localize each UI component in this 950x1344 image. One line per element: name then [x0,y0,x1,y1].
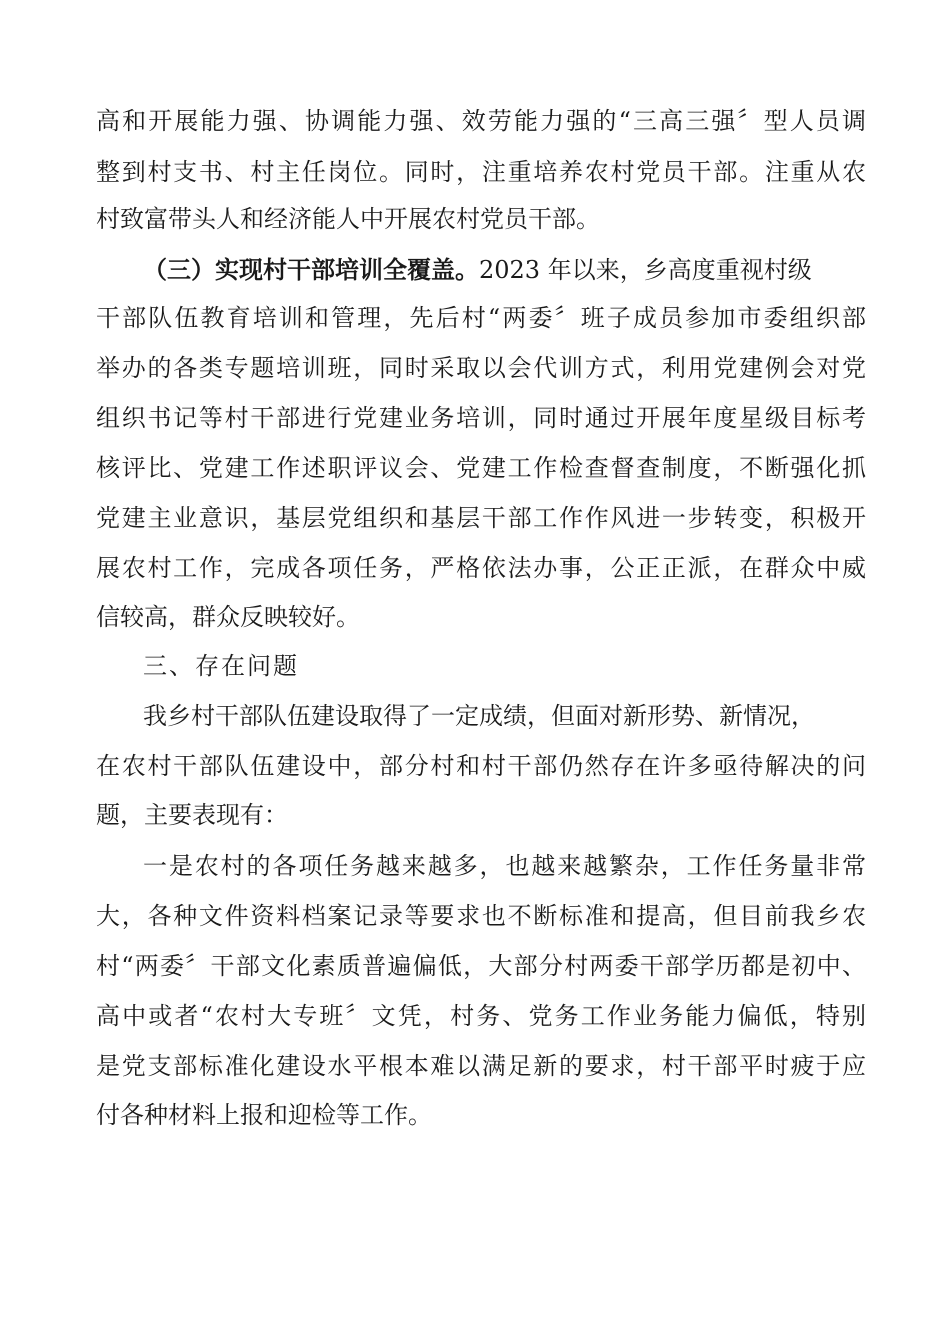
para2-line-4: 组织书记等村干部进行党建业务培训，同时通过开展年度星级目标考 [96,404,866,432]
para4-line-4: 高中或者“农村大专班〞文凭，村务、党务工作业务能力偏低，特别 [96,1002,866,1030]
para1-line-3: 村致富带头人和经济能人中开展农村党员干部。 [96,205,600,233]
para4-line-6: 付各种材料上报和迎检等工作。 [96,1101,432,1129]
para2-line-7: 展农村工作，完成各项任务，严格依法办事，公正正派，在群众中威 [96,554,866,582]
para4-line-1: 一是农村的各项任务越来越多，也越来越繁杂，工作任务量非常 [143,852,866,880]
para2-line-1 [143,247,866,293]
para3-line-2: 在农村干部队伍建设中，部分村和村干部仍然存在许多亟待解决的问 [96,752,866,780]
para3-line-3: 题，主要表现有： [96,801,288,829]
para1-line-2: 整到村支书、村主任岗位。同时，注重培养农村党员干部。注重从农 [96,158,866,186]
para3-line-1: 我乡村干部队伍建设取得了一定成绩，但面对新形势、新情况， [143,702,815,730]
para1-line-1: 高和开展能力强、协调能力强、效劳能力强的“三高三强〞型人员调 [96,107,866,135]
para4-line-5: 是党支部标准化建设水平根本难以满足新的要求，村干部平时疲于应 [96,1052,866,1080]
para4-line-3: 村“两委〞干部文化素质普遍偏低，大部分村两委干部学历都是初中、 [96,952,866,980]
para2-line-8: 信较高，群众反映较好。 [96,603,360,631]
para2-line-5: 核评比、党建工作述职评议会、党建工作检查督查制度，不断强化抓 [96,454,866,482]
para2-title: （三）实现村干部培训全覆盖。 [143,255,479,284]
para2-line-2: 干部队伍教育培训和管理，先后村“两委〞班子成员参加市委组织部 [96,304,866,332]
section-heading: 三、存在问题 [143,652,299,680]
para2-line-3: 举办的各类专题培训班，同时采取以会代训方式，利用党建例会对党 [96,354,866,382]
para2-line-6: 党建主业意识，基层党组织和基层干部工作作风进一步转变，积极开 [96,504,866,532]
para2-line-1-rest: 2023 年以来，乡高度重视村级 [479,256,812,284]
para4-line-2: 大，各种文件资料档案记录等要求也不断标准和提高，但目前我乡农 [96,902,866,930]
